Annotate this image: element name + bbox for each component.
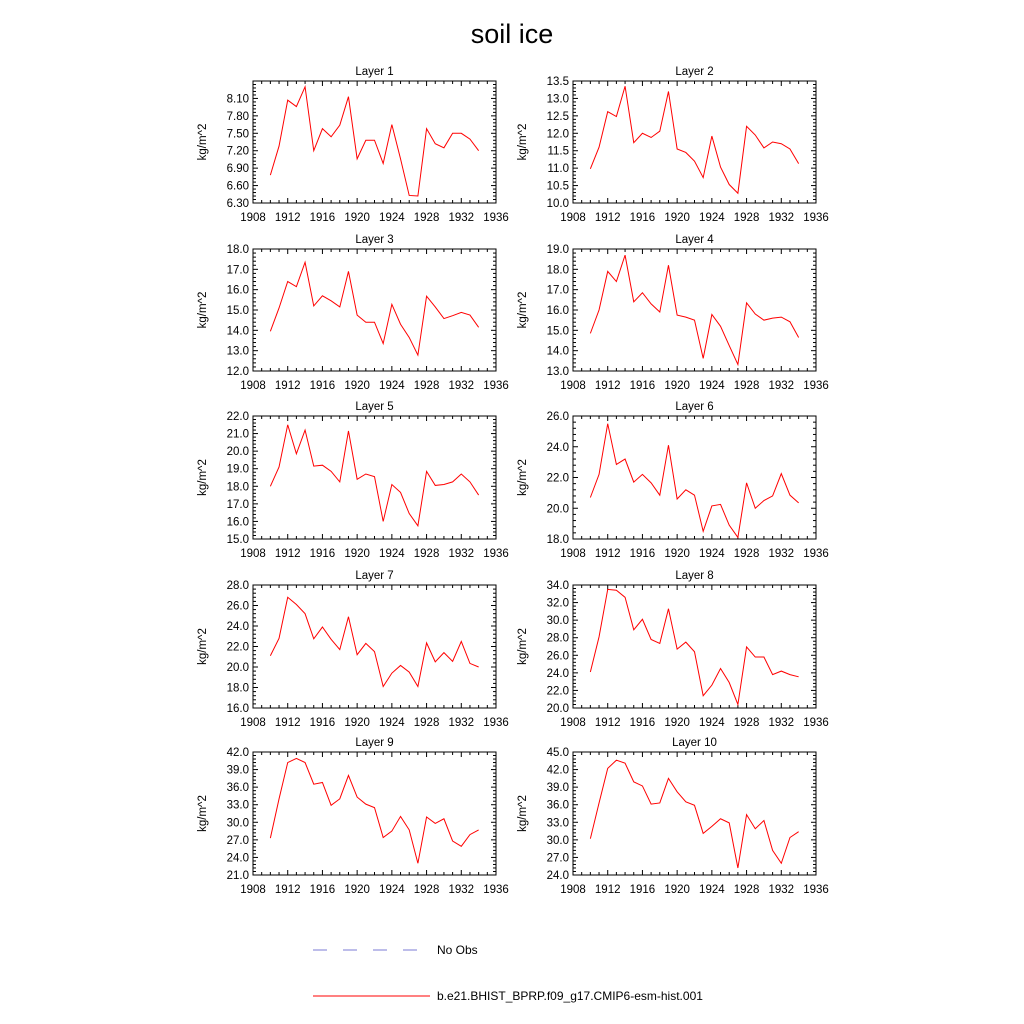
y-tick-label: 27.0 [226,834,249,847]
y-tick-label: 12.0 [226,366,249,378]
x-tick-label: 1920 [664,717,690,729]
x-tick-label: 1928 [413,212,440,224]
x-tick-label: 1932 [448,717,475,729]
x-tick-label: 1928 [413,380,440,392]
y-tick-label: 10.0 [546,198,569,210]
y-tick-label: 20.0 [546,703,569,715]
y-tick-label: 16.0 [226,703,249,715]
x-tick-label: 1908 [560,717,586,729]
x-tick-label: 1912 [274,717,301,729]
x-tick-label: 1920 [664,212,690,224]
y-tick-label: 8.10 [226,93,249,106]
panel-title: Layer 1 [355,66,394,78]
y-tick-label: 16.0 [226,284,249,297]
panel-layer-10 [517,737,829,896]
panel-title: Layer 6 [675,401,714,413]
y-tick-label: 33.0 [546,817,569,830]
y-tick-label: 21.0 [226,870,249,882]
y-tick-label: 10.5 [546,180,569,193]
x-tick-label: 1920 [344,212,370,224]
y-tick-label: 36.0 [226,782,249,795]
series-line-model [590,589,798,704]
y-tick-label: 6.30 [226,198,249,210]
y-tick-label: 45.0 [546,747,569,759]
y-tick-label: 42.0 [226,747,249,759]
y-tick-label: 39.0 [226,764,249,777]
x-tick-label: 1912 [594,884,621,896]
series-line-model [590,255,798,364]
x-tick-label: 1908 [560,548,586,560]
series-line-model [270,597,478,686]
x-tick-label: 1912 [594,717,621,729]
y-axis-label: kg/m^2 [197,291,209,329]
y-tick-label: 22.0 [226,641,249,654]
x-tick-label: 1928 [413,548,440,560]
plot-frame [573,81,816,203]
panels [197,66,829,896]
y-tick-label: 30.0 [546,834,569,847]
y-tick-label: 13.0 [546,366,569,378]
x-tick-label: 1920 [664,884,690,896]
y-tick-label: 13.0 [226,345,249,358]
x-tick-label: 1924 [379,212,405,224]
plot-frame [253,249,496,371]
x-tick-label: 1924 [699,548,725,560]
y-tick-label: 22.0 [546,472,569,485]
panel-layer-2 [517,66,829,224]
y-tick-label: 42.0 [546,764,569,777]
y-tick-label: 33.0 [226,799,249,812]
y-tick-label: 36.0 [546,799,569,812]
y-tick-label: 26.0 [546,411,569,423]
y-tick-label: 28.0 [546,632,569,645]
x-tick-label: 1932 [768,717,795,729]
x-tick-label: 1928 [413,717,440,729]
x-tick-label: 1936 [483,380,509,392]
panel-layer-5 [197,401,509,560]
x-tick-label: 1932 [768,212,795,224]
series-line-model [270,425,478,526]
y-axis-label: kg/m^2 [517,795,529,832]
x-tick-label: 1916 [309,380,336,392]
y-tick-label: 7.50 [226,128,249,141]
x-tick-label: 1928 [733,212,760,224]
x-tick-label: 1916 [629,884,656,896]
x-tick-label: 1936 [483,212,509,224]
x-tick-label: 1936 [803,380,829,392]
y-tick-label: 16.0 [546,305,569,317]
panel-layer-3 [197,234,509,392]
y-tick-label: 34.0 [546,580,569,592]
x-tick-label: 1920 [344,380,370,392]
panel-layer-4 [517,234,829,392]
y-tick-label: 26.0 [226,600,249,613]
y-axis-label: kg/m^2 [517,459,529,496]
x-tick-label: 1920 [664,380,690,392]
x-tick-label: 1908 [240,884,266,896]
legend-model-label: b.e21.BHIST_BPRP.f09_g17.CMIP6-esm-hist.001 [437,989,703,1003]
x-tick-label: 1928 [733,380,760,392]
series-line-model [270,262,478,355]
x-tick-label: 1932 [448,884,475,896]
x-tick-label: 1912 [594,380,621,392]
y-tick-label: 15.0 [546,325,569,338]
x-tick-label: 1908 [560,212,586,224]
x-tick-label: 1912 [274,212,301,224]
series-line-model [270,758,478,863]
y-tick-label: 22.0 [226,411,249,423]
y-tick-label: 24.0 [546,441,569,454]
x-tick-label: 1908 [240,380,266,392]
y-tick-label: 26.0 [546,650,569,663]
y-axis-label: kg/m^2 [517,123,529,161]
y-tick-label: 18.0 [546,264,569,277]
x-tick-label: 1936 [803,548,829,560]
x-tick-label: 1920 [664,548,690,560]
x-tick-label: 1924 [699,884,725,896]
plot-frame [253,81,496,203]
y-tick-label: 11.0 [547,163,569,176]
y-tick-label: 14.0 [546,345,569,358]
x-tick-label: 1932 [768,548,795,560]
y-tick-label: 6.60 [226,180,249,193]
series-line-model [590,86,798,193]
y-tick-label: 12.0 [546,128,569,141]
x-tick-label: 1920 [344,548,370,560]
y-tick-label: 12.5 [546,110,569,123]
y-tick-label: 24.0 [226,621,249,633]
figure-title: soil ice [470,19,554,49]
panel-title: Layer 7 [355,570,394,582]
panel-title: Layer 10 [672,737,717,749]
y-tick-label: 20.0 [226,446,249,459]
y-axis-label: kg/m^2 [517,628,529,665]
y-tick-label: 13.0 [546,93,569,106]
legend-no-obs-label: No Obs [437,943,478,957]
series-line-model [590,424,798,538]
y-tick-label: 24.0 [546,667,569,680]
panel-title: Layer 9 [355,737,394,749]
y-tick-label: 11.5 [547,145,569,158]
x-tick-label: 1916 [629,212,656,224]
x-tick-label: 1924 [379,884,405,896]
x-tick-label: 1924 [379,717,405,729]
x-tick-label: 1908 [240,212,266,224]
x-tick-label: 1936 [803,884,829,896]
y-tick-label: 13.5 [546,76,569,88]
x-tick-label: 1928 [413,884,440,896]
y-axis-label: kg/m^2 [517,291,529,329]
x-tick-label: 1908 [240,717,266,729]
x-tick-label: 1908 [560,380,586,392]
y-tick-label: 21.0 [226,428,249,441]
x-tick-label: 1912 [274,548,301,560]
y-axis-label: kg/m^2 [197,628,209,665]
y-tick-label: 17.0 [226,264,249,277]
panel-layer-1 [197,66,509,224]
x-tick-label: 1916 [629,548,656,560]
y-tick-label: 18.0 [546,534,569,546]
x-tick-label: 1932 [768,884,795,896]
x-tick-label: 1936 [483,548,509,560]
x-tick-label: 1924 [699,717,725,729]
x-tick-label: 1928 [733,884,760,896]
y-tick-label: 17.0 [546,284,569,297]
panel-layer-7 [197,570,509,729]
x-tick-label: 1920 [344,717,370,729]
y-tick-label: 19.0 [226,463,249,476]
x-tick-label: 1912 [594,548,621,560]
panel-layer-6 [517,401,829,560]
y-tick-label: 24.0 [546,870,569,882]
y-tick-label: 7.20 [226,145,249,158]
x-tick-label: 1912 [594,212,621,224]
plot-frame [573,249,816,371]
y-tick-label: 6.90 [226,163,249,176]
x-tick-label: 1924 [379,380,405,392]
x-tick-label: 1916 [309,717,336,729]
plot-frame [253,752,496,875]
panel-layer-8 [517,570,829,729]
panel-layer-9 [197,737,509,896]
x-tick-label: 1928 [733,548,760,560]
x-tick-label: 1924 [379,548,405,560]
y-tick-label: 28.0 [226,580,249,592]
x-tick-label: 1932 [448,212,475,224]
plot-frame [573,585,816,708]
panel-title: Layer 5 [355,401,394,413]
x-tick-label: 1916 [309,212,336,224]
x-tick-label: 1920 [344,884,370,896]
y-axis-label: kg/m^2 [197,795,209,832]
y-tick-label: 15.0 [226,534,249,546]
panel-title: Layer 8 [675,570,714,582]
x-tick-label: 1932 [448,380,475,392]
series-line-model [270,87,478,196]
x-tick-label: 1916 [629,380,656,392]
y-tick-label: 14.0 [226,325,249,338]
x-tick-label: 1908 [560,884,586,896]
y-tick-label: 19.0 [546,244,569,256]
x-tick-label: 1936 [483,884,509,896]
y-axis-label: kg/m^2 [197,123,209,161]
y-tick-label: 16.0 [226,516,249,529]
legend [313,943,703,1003]
plot-frame [573,752,816,875]
x-tick-label: 1924 [699,212,725,224]
panel-title: Layer 2 [675,66,714,78]
x-tick-label: 1936 [803,212,829,224]
x-tick-label: 1932 [448,548,475,560]
y-tick-label: 18.0 [226,244,249,256]
y-tick-label: 32.0 [546,597,569,610]
y-tick-label: 30.0 [226,817,249,830]
y-tick-label: 18.0 [226,481,249,494]
panel-title: Layer 4 [675,234,714,246]
y-tick-label: 27.0 [546,852,569,865]
x-tick-label: 1916 [629,717,656,729]
y-tick-label: 24.0 [226,852,249,865]
y-tick-label: 22.0 [546,685,569,698]
y-tick-label: 7.80 [226,110,249,123]
y-tick-label: 20.0 [226,662,249,674]
x-tick-label: 1932 [768,380,795,392]
y-tick-label: 30.0 [546,615,569,628]
x-tick-label: 1912 [274,884,301,896]
y-tick-label: 20.0 [546,503,569,516]
x-tick-label: 1916 [309,884,336,896]
y-tick-label: 39.0 [546,782,569,795]
x-tick-label: 1924 [699,380,725,392]
panel-title: Layer 3 [355,234,394,246]
y-tick-label: 18.0 [226,682,249,695]
x-tick-label: 1916 [309,548,336,560]
y-tick-label: 15.0 [226,305,249,317]
y-tick-label: 17.0 [226,498,249,511]
x-tick-label: 1928 [733,717,760,729]
x-tick-label: 1936 [803,717,829,729]
series-line-model [590,760,798,868]
y-axis-label: kg/m^2 [197,459,209,496]
x-tick-label: 1908 [240,548,266,560]
x-tick-label: 1912 [274,380,301,392]
x-tick-label: 1936 [483,717,509,729]
